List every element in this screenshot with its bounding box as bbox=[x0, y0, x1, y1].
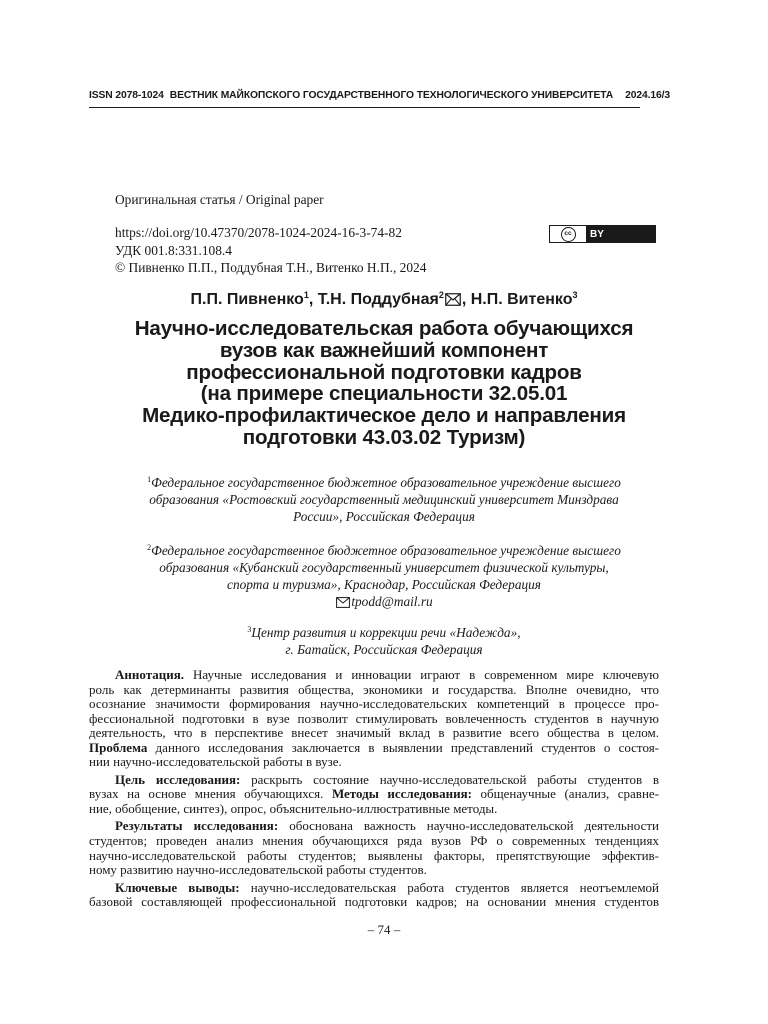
affil-line: образования «Кубанский государственный университет физической культуры, bbox=[159, 560, 609, 575]
methods-label: Методы исследования: bbox=[331, 786, 472, 802]
cc-by-license-badge[interactable] bbox=[549, 225, 656, 243]
author-affil-ref: 3 bbox=[572, 290, 578, 300]
abstract-line: роль как детерминанты развития общества, экономики и государства. Вполне очевидно, что bbox=[89, 681, 659, 697]
author-affil-ref: 2 bbox=[438, 290, 444, 300]
abstract-line: нии научно-исследовательской работы в вузе. bbox=[89, 754, 342, 770]
header-issn: ISSN 2078-1024 bbox=[89, 90, 164, 101]
article-type: Оригинальная статья / Original paper bbox=[115, 192, 324, 207]
abstract-line: фессиональной подготовки в вузе позволит стимулировать вовлеченность студентов в научную bbox=[89, 710, 659, 726]
author-name: Т.Н. Поддубная bbox=[317, 291, 439, 308]
affil-line: г. Батайск, Российская Федерация bbox=[285, 642, 483, 657]
abstract-line: ние, обобщение, синтез), опрос, объяснительно-иллюстративные методы. bbox=[89, 800, 498, 816]
header-issue: 2024.16/3 bbox=[625, 90, 671, 101]
abstract-line: Результаты исследования: обоснована важность научно-исследовательской деятельности bbox=[115, 818, 660, 834]
title-line: Научно-исследовательская работа обучающихся bbox=[134, 317, 634, 340]
abstract-line: студентов; проведен анализ мнения обучающихся ряда вузов РФ о современных тенденциях bbox=[89, 833, 659, 849]
udc-code: УДК 001.8:331.108.4 bbox=[115, 242, 232, 258]
envelope-icon bbox=[445, 293, 461, 311]
problem-label: Проблема bbox=[89, 739, 148, 755]
affil-number: 3 bbox=[247, 625, 252, 634]
corresponding-email-link[interactable]: tpodd@mail.ru bbox=[351, 594, 433, 609]
creative-commons-icon: cc bbox=[561, 227, 576, 242]
title-line: подготовки 43.03.02 Туризм) bbox=[242, 425, 526, 449]
abstract bbox=[89, 668, 659, 910]
affil-line: России», Российская Федерация bbox=[293, 509, 475, 524]
journal-header bbox=[89, 90, 671, 108]
author-name: П.П. Пивненко bbox=[190, 291, 304, 308]
envelope-icon bbox=[336, 595, 350, 612]
affil-number: 2 bbox=[147, 543, 152, 552]
license-by-label: BY bbox=[586, 226, 655, 242]
abstract-line: ному развитию научно-исследовательской работы студентов. bbox=[89, 862, 427, 878]
author-list: П.П. Пивненко$^1$, Т.Н. Поддубная$^2$ , Н.П. Витенко$^3$ bbox=[0, 290, 768, 311]
affiliation-1 bbox=[60, 471, 708, 525]
article-title bbox=[60, 318, 708, 449]
conclusions-label: Ключевые выводы: bbox=[115, 879, 240, 895]
abstract-line: Аннотация. Научные исследования и инновации играют в современном мире ключевую bbox=[115, 667, 659, 682]
abstract-line: научно-исследовательской работы студентов; выявлены факторы, препятствующие эффектив- bbox=[89, 847, 659, 863]
page-number: – 74 – bbox=[367, 922, 401, 937]
abstract-line: базовой составляющей профессиональной подготовки кадров; на основании мнения студентов bbox=[89, 894, 659, 910]
abstract-line: Проблема данного исследования заключается в выявлении представлений студентов о состоя- bbox=[89, 739, 659, 755]
title-line: профессиональной подготовки кадров bbox=[186, 360, 582, 384]
affil-number: 1 bbox=[147, 475, 152, 484]
abstract-line: деятельность, что в перспективе внесет значимый вклад в развитие всего общества в целом. bbox=[89, 725, 659, 741]
doi-link[interactable]: https://doi.org/10.47370/2078-1024-2024-16-3-74-82 bbox=[115, 225, 402, 240]
aim-label: Цель исследования: bbox=[115, 771, 241, 787]
affil-line: спорта и туризма», Краснодар, Российская Федерация bbox=[227, 577, 541, 592]
abstract-line: Ключевые выводы: научно-исследовательская работа студентов является неотъемлемой bbox=[115, 879, 660, 895]
title-line: (на примере специальности 32.05.01 bbox=[200, 382, 568, 406]
abstract-line: осознание значимости формирования научно-исследовательских компетенций в процессе про- bbox=[89, 696, 659, 712]
header-journal-name: ВЕСТНИК МАЙКОПСКОГО ГОСУДАРСТВЕННОГО ТЕХНОЛОГИЧЕСКОГО УНИВЕРСИТЕТА bbox=[169, 90, 614, 101]
abstract-line: вузах на основе мнения обучающихся. Методы исследования: общенаучные (анализ, сравне- bbox=[89, 786, 660, 802]
email-line bbox=[60, 593, 708, 612]
results-label: Результаты исследования: bbox=[115, 818, 279, 834]
article-meta bbox=[115, 224, 426, 277]
affil-line: Федеральное государственное бюджетное образовательное учреждение высшего bbox=[151, 475, 621, 490]
affil-line: Центр развития и коррекции речи «Надежда», bbox=[251, 625, 521, 640]
title-line: вузов как важнейший компонент bbox=[219, 338, 549, 362]
abstract-line: Цель исследования: раскрыть состояние научно-исследовательской работы студентов в bbox=[115, 771, 659, 787]
copyright-line: © Пивненко П.П., Поддубная Т.Н., Витенко Н.П., 2024 bbox=[115, 260, 427, 275]
abstract-label: Аннотация. bbox=[115, 667, 185, 682]
author-name: Н.П. Витенко bbox=[470, 291, 573, 308]
affil-line: Федеральное государственное бюджетное образовательное учреждение высшего bbox=[151, 543, 621, 558]
affil-line: образования «Ростовский государственный медицинский университет Минздрава bbox=[149, 492, 619, 507]
author-affil-ref: 1 bbox=[303, 290, 309, 300]
affiliation-2 bbox=[60, 539, 708, 612]
title-line: Медико-профилактическое дело и направления bbox=[142, 404, 626, 428]
affiliation-3 bbox=[60, 621, 708, 658]
